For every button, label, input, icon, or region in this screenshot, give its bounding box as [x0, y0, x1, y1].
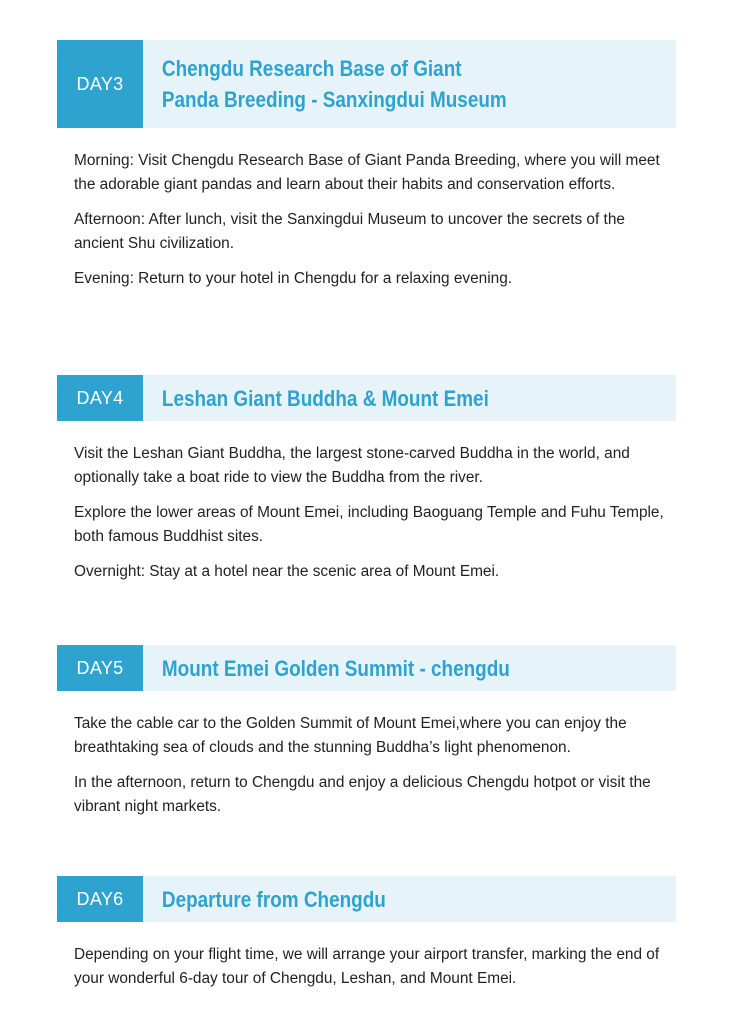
- day3-header: [57, 40, 676, 128]
- day4-title: [143, 375, 601, 421]
- day4-section: [57, 375, 676, 595]
- day6-body: [57, 922, 676, 991]
- day6-title: [143, 876, 601, 922]
- day3-title-line2: Panda Breeding - Sanxingdui Museum: [161, 87, 507, 112]
- day4-paragraph-2: Explore the lower areas of Mount Emei, including Baoguang Temple and Fuhu Temple, both famous Buddhist sites.: [74, 504, 664, 545]
- day6-title-line1: Departure from Chengdu: [161, 886, 386, 912]
- day4-badge: DAY4: [57, 375, 143, 421]
- day4-header: [57, 375, 676, 421]
- day3-title: [143, 40, 601, 128]
- day5-header: [57, 645, 676, 691]
- day3-badge: DAY3: [57, 40, 143, 128]
- day3-body: [57, 128, 676, 291]
- day5-body: [57, 691, 676, 819]
- day4-paragraph-1: Visit the Leshan Giant Buddha, the largest stone-carved Buddha in the world, and optionally take a boat ride to view the Buddha from the river.: [74, 445, 630, 486]
- day5-title-line1: Mount Emei Golden Summit - chengdu: [161, 655, 510, 681]
- day4-title-line1: Leshan Giant Buddha & Mount Emei: [161, 385, 489, 411]
- day5-paragraph-2: In the afternoon, return to Chengdu and enjoy a delicious Chengdu hotpot or visit the vibrant night markets.: [74, 774, 651, 815]
- day5-title: [143, 645, 601, 691]
- day6-section: [57, 876, 676, 1002]
- day3-evening-paragraph: Evening: Return to your hotel in Chengdu for a relaxing evening.: [74, 270, 513, 287]
- day4-body: [57, 421, 676, 584]
- day5-paragraph-1: Take the cable car to the Golden Summit of Mount Emei,where you can enjoy the breathtaking sea of clouds and the stunning Buddha’s light phenomenon.: [74, 715, 627, 756]
- day3-afternoon-paragraph: Afternoon: After lunch, visit the Sanxingdui Museum to uncover the secrets of the ancient Shu civilization.: [74, 211, 625, 252]
- day3-morning-paragraph: Morning: Visit Chengdu Research Base of Giant Panda Breeding, where you will meet the adorable giant pandas and learn about their habits and conservation efforts.: [74, 152, 660, 193]
- day6-header: [57, 876, 676, 922]
- day3-title-line1: Chengdu Research Base of Giant: [161, 56, 462, 81]
- day5-section: [57, 645, 676, 830]
- day4-paragraph-3: Overnight: Stay at a hotel near the scenic area of Mount Emei.: [74, 563, 500, 580]
- day3-section: [57, 40, 676, 302]
- day5-badge: DAY5: [57, 645, 143, 691]
- day6-paragraph-1: Depending on your flight time, we will arrange your airport transfer, marking the end of your wonderful 6-day tour of Chengdu, Leshan, and Mount Emei.: [74, 946, 660, 987]
- day6-badge: DAY6: [57, 876, 143, 922]
